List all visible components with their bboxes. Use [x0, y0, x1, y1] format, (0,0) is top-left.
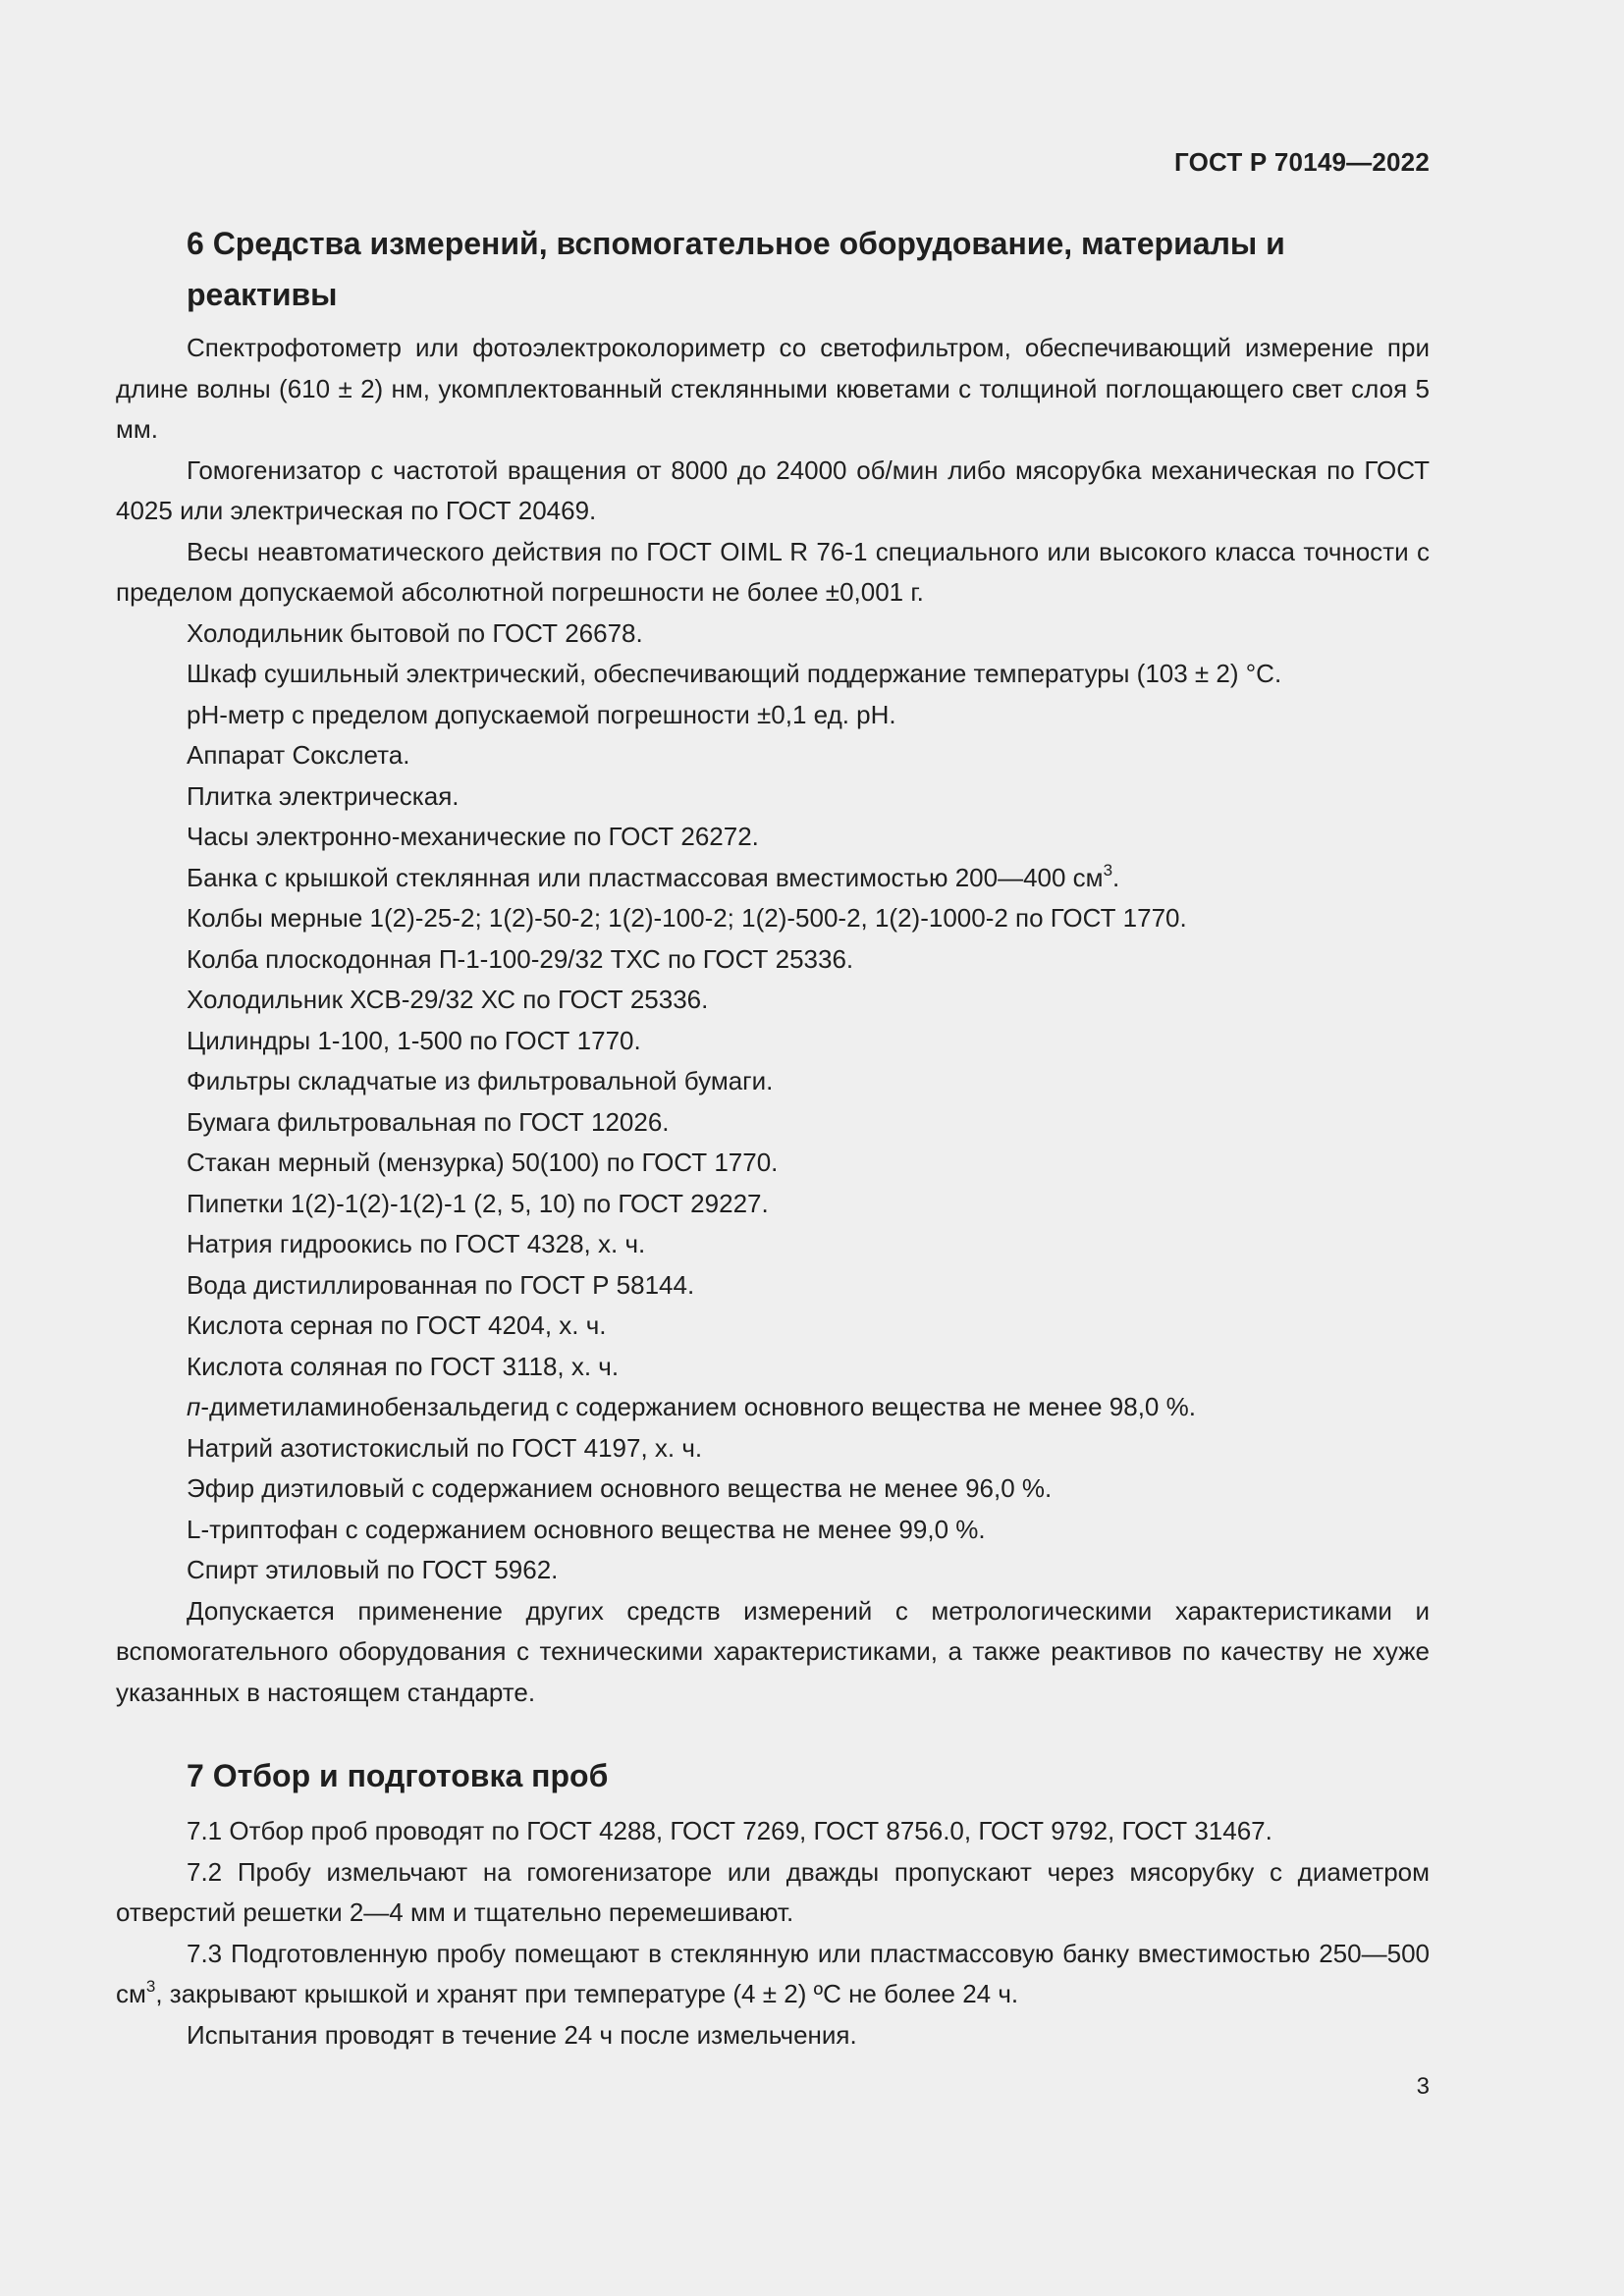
paragraph: Стакан мерный (мензурка) 50(100) по ГОСТ 1770. — [187, 1148, 779, 1177]
paragraph: Гомогенизатор с частотой вращения от 8000 до 24000 об/мин либо мясорубка механическая по ГОСТ 4025 или электрическая по ГОСТ 20469. — [116, 454, 1430, 525]
paragraph: Спектрофотометр или фотоэлектроколориметр со светофильтром, обеспечивающий измерение при длине волны (610 ± 2) нм, укомплектованный стеклянными кюветами с толщиной поглощающего свет слоя 5 мм. — [116, 333, 1430, 444]
paragraph: 7.2 Пробу измельчают на гомогенизаторе или дважды пропускают через мясорубку с диаметром отверстий решетки 2—4 мм и тщательно перемешивают. — [116, 1856, 1430, 1927]
italic-prefix: п — [187, 1392, 201, 1421]
paragraph: Цилиндры 1-100, 1-500 по ГОСТ 1770. — [187, 1025, 641, 1055]
paragraph: Пипетки 1(2)-1(2)-1(2)-1 (2, 5, 10) по ГОСТ 29227. — [187, 1188, 769, 1218]
section-7-heading: 7 Отбор и подготовка проб — [187, 1758, 609, 1793]
superscript: 3 — [1103, 860, 1113, 880]
paragraph: Плитка электрическая. — [187, 780, 460, 811]
paragraph: Вода дистиллированная по ГОСТ Р 58144. — [187, 1269, 695, 1300]
paragraph: Испытания проводят в течение 24 ч после измельчения. — [187, 2019, 857, 2050]
paragraph-text: 7.3 Подготовленную пробу помещают в стеклянную или пластмассовую банку вместимостью 250—500 см — [116, 1938, 1430, 2008]
document-code: ГОСТ Р 70149—2022 — [1174, 147, 1430, 177]
paragraph-text: . — [1112, 862, 1120, 892]
paragraph-text: , закрывают крышкой и хранят при температуре (4 ± 2) ºС не более 24 ч. — [155, 1979, 1019, 2008]
superscript: 3 — [145, 1977, 156, 1996]
paragraph: Эфир диэтиловый с содержанием основного вещества не менее 96,0 %. — [187, 1473, 1053, 1503]
paragraph: Часы электронно-механические по ГОСТ 26272. — [187, 822, 759, 851]
paragraph: pH-метр с пределом допускаемой погрешности ±0,1 ед. pH. — [187, 699, 896, 729]
paragraph: L-триптофан с содержанием основного вещества не менее 99,0 %. — [187, 1514, 986, 1544]
paragraph: Натрий азотистокислый по ГОСТ 4197, х. ч. — [187, 1432, 703, 1463]
paragraph: Холодильник бытовой по ГОСТ 26678. — [187, 617, 643, 648]
paragraph: Колбы мерные 1(2)-25-2; 1(2)-50-2; 1(2)-100-2; 1(2)-500-2, 1(2)-1000-2 по ГОСТ 1770. — [187, 903, 1187, 933]
document-body — [116, 218, 1430, 2056]
paragraph: 7.1 Отбор проб проводят по ГОСТ 4288, ГОСТ 7269, ГОСТ 8756.0, ГОСТ 9792, ГОСТ 31467. — [187, 1816, 1272, 1845]
paragraph — [116, 858, 1430, 899]
section-6-heading: 6 Средства измерений, вспомогательное оборудование, материалы и реактивы — [187, 226, 1285, 312]
paragraph: Кислота серная по ГОСТ 4204, х. ч. — [187, 1310, 607, 1340]
paragraph-text: -диметиламинобензальдегид с содержанием основного вещества не менее 98,0 %. — [200, 1392, 1196, 1421]
paragraph: Натрия гидроокись по ГОСТ 4328, х. ч. — [187, 1229, 646, 1258]
paragraph: Шкаф сушильный электрический, обеспечивающий поддержание температуры (103 ± 2) °С. — [187, 659, 1282, 688]
paragraph — [116, 1387, 1430, 1428]
paragraph: Допускается применение других средств измерений с метрологическими характеристиками и вспомогательного оборудования с техническими характеристиками, а также реактивов по качеству не хуже указанных в настоящем стандарте. — [116, 1595, 1430, 1707]
paragraph: Бумага фильтровальная по ГОСТ 12026. — [187, 1106, 670, 1137]
paragraph: Весы неавтоматического действия по ГОСТ OIML R 76-1 специального или высокого класса точности с пределом допускаемой абсолютной погрешности не более ±0,001 г. — [116, 536, 1430, 607]
paragraph: Колба плоскодонная П-1-100-29/32 ТХС по ГОСТ 25336. — [187, 943, 854, 974]
paragraph-text: Банка с крышкой стеклянная или пластмассовая вместимостью 200—400 см — [187, 862, 1104, 892]
paragraph: Холодильник ХСВ-29/32 ХС по ГОСТ 25336. — [187, 985, 709, 1014]
paragraph: Аппарат Сокслета. — [187, 740, 410, 770]
page-number: 3 — [1416, 2073, 1430, 2100]
paragraph: Кислота соляная по ГОСТ 3118, х. ч. — [187, 1351, 620, 1381]
paragraph: Фильтры складчатые из фильтровальной бумаги. — [187, 1066, 774, 1095]
paragraph: Спирт этиловый по ГОСТ 5962. — [187, 1555, 559, 1584]
paragraph — [116, 1934, 1430, 2015]
